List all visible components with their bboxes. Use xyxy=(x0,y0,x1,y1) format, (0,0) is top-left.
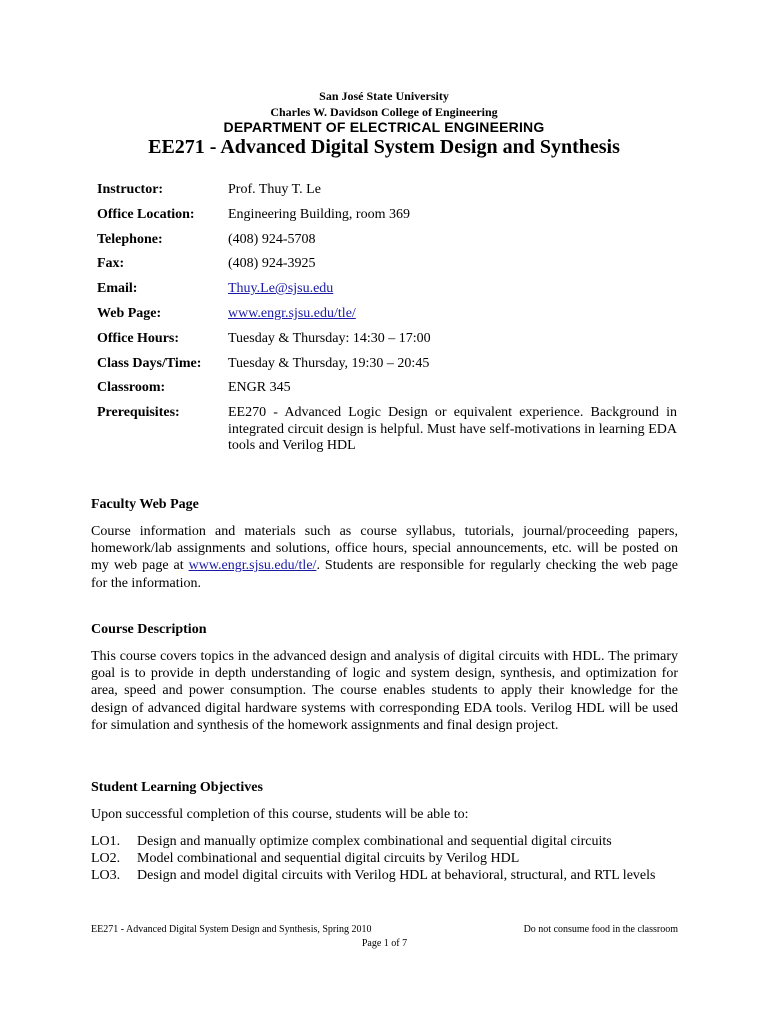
info-label: Fax: xyxy=(97,256,125,272)
section-heading: Faculty Web Page xyxy=(91,497,199,512)
info-row-office-hours xyxy=(97,331,677,347)
list-item xyxy=(91,867,678,884)
course-info-table xyxy=(97,182,677,463)
info-row-prerequisites xyxy=(97,405,677,455)
footer-notice: Do not consume food in the classroom xyxy=(523,924,678,935)
info-label: Class Days/Time: xyxy=(97,355,202,371)
info-label: Telephone: xyxy=(97,231,163,247)
objective-number: LO2. xyxy=(91,851,121,867)
info-row-email xyxy=(97,281,677,297)
objective-text: Design and model digital circuits with Verilog HDL at behavioral, structural, and RTL levels xyxy=(137,868,656,884)
course-description-section xyxy=(91,622,678,734)
info-value: ENGR 345 xyxy=(228,380,291,396)
info-value: EE270 - Advanced Logic Design or equivalent experience. Background in integrated circuit design is helpful. Must have self-motivations in learning EDA tools and Verilog HDL xyxy=(228,405,677,454)
email-link[interactable]: Thuy.Le@sjsu.edu xyxy=(228,281,334,297)
faculty-web-page-section xyxy=(91,497,678,592)
info-value: Tuesday & Thursday: 14:30 – 17:00 xyxy=(228,330,431,346)
info-label: Prerequisites: xyxy=(97,405,180,421)
objective-text: Design and manually optimize complex combinational and sequential digital circuits xyxy=(137,834,612,850)
info-row-web-page xyxy=(97,306,677,322)
info-value: Tuesday & Thursday, 19:30 – 20:45 xyxy=(228,355,430,371)
course-title: EE271 - Advanced Digital System Design and Synthesis xyxy=(148,136,620,158)
section-paragraph: This course covers topics in the advanced design and analysis of digital circuits with HDL. The primary goal is to provide in depth understanding of logic and system design, synthesis, and optimization for area, speed and power consumption. The course enables students to apply their knowledge for the design of advanced digital hardware systems with corresponding EDA tools. Verilog HDL will be used for simulation and synthesis of the homework assignments and final design project. xyxy=(91,649,678,733)
info-row-classroom xyxy=(97,380,677,396)
info-label: Office Location: xyxy=(97,206,195,222)
web-page-link[interactable]: www.engr.sjsu.edu/tle/ xyxy=(228,305,356,321)
section-paragraph: Course information and materials such as course syllabus, tutorials, journal/proceeding papers, homework/lab assignments and solutions, office hours, special announcements, etc. will be posted on my web page at www.engr.sjsu.edu/tle/. Students are responsible for regularly checking the web page for the information. xyxy=(91,524,678,591)
list-item xyxy=(91,850,678,867)
info-label: Email: xyxy=(97,281,138,297)
list-item xyxy=(91,833,678,850)
university-name: San José State University xyxy=(319,89,449,103)
info-value: (408) 924-5708 xyxy=(228,231,316,247)
objectives-list xyxy=(91,833,678,884)
info-row-telephone xyxy=(97,232,677,248)
info-label: Office Hours: xyxy=(97,330,180,346)
objective-number: LO3. xyxy=(91,868,121,884)
college-name: Charles W. Davidson College of Engineering xyxy=(270,105,498,119)
objective-number: LO1. xyxy=(91,834,121,850)
section-intro: Upon successful completion of this course, students will be able to: xyxy=(91,807,469,822)
info-label: Web Page: xyxy=(97,305,162,321)
info-value: Prof. Thuy T. Le xyxy=(228,182,321,197)
info-row-instructor xyxy=(97,182,677,198)
web-page-link[interactable]: www.engr.sjsu.edu/tle/ xyxy=(188,558,317,574)
info-row-office-location xyxy=(97,207,677,223)
page-footer xyxy=(91,924,678,950)
footer-course-info: EE271 - Advanced Digital System Design and Synthesis, Spring 2010 xyxy=(91,924,372,935)
section-heading: Student Learning Objectives xyxy=(91,780,263,795)
info-value: (408) 924-3925 xyxy=(228,256,316,272)
info-label: Classroom: xyxy=(97,380,166,396)
page-number: Page 1 of 7 xyxy=(361,938,408,949)
info-value: Engineering Building, room 369 xyxy=(228,206,410,222)
learning-objectives-section xyxy=(91,780,678,884)
info-row-class-days-time xyxy=(97,356,677,372)
objective-text: Model combinational and sequential digital circuits by Verilog HDL xyxy=(137,851,520,867)
section-heading: Course Description xyxy=(91,622,207,637)
info-label: Instructor: xyxy=(97,182,164,197)
department-name: DEPARTMENT OF ELECTRICAL ENGINEERING xyxy=(223,119,545,135)
info-row-fax xyxy=(97,256,677,272)
